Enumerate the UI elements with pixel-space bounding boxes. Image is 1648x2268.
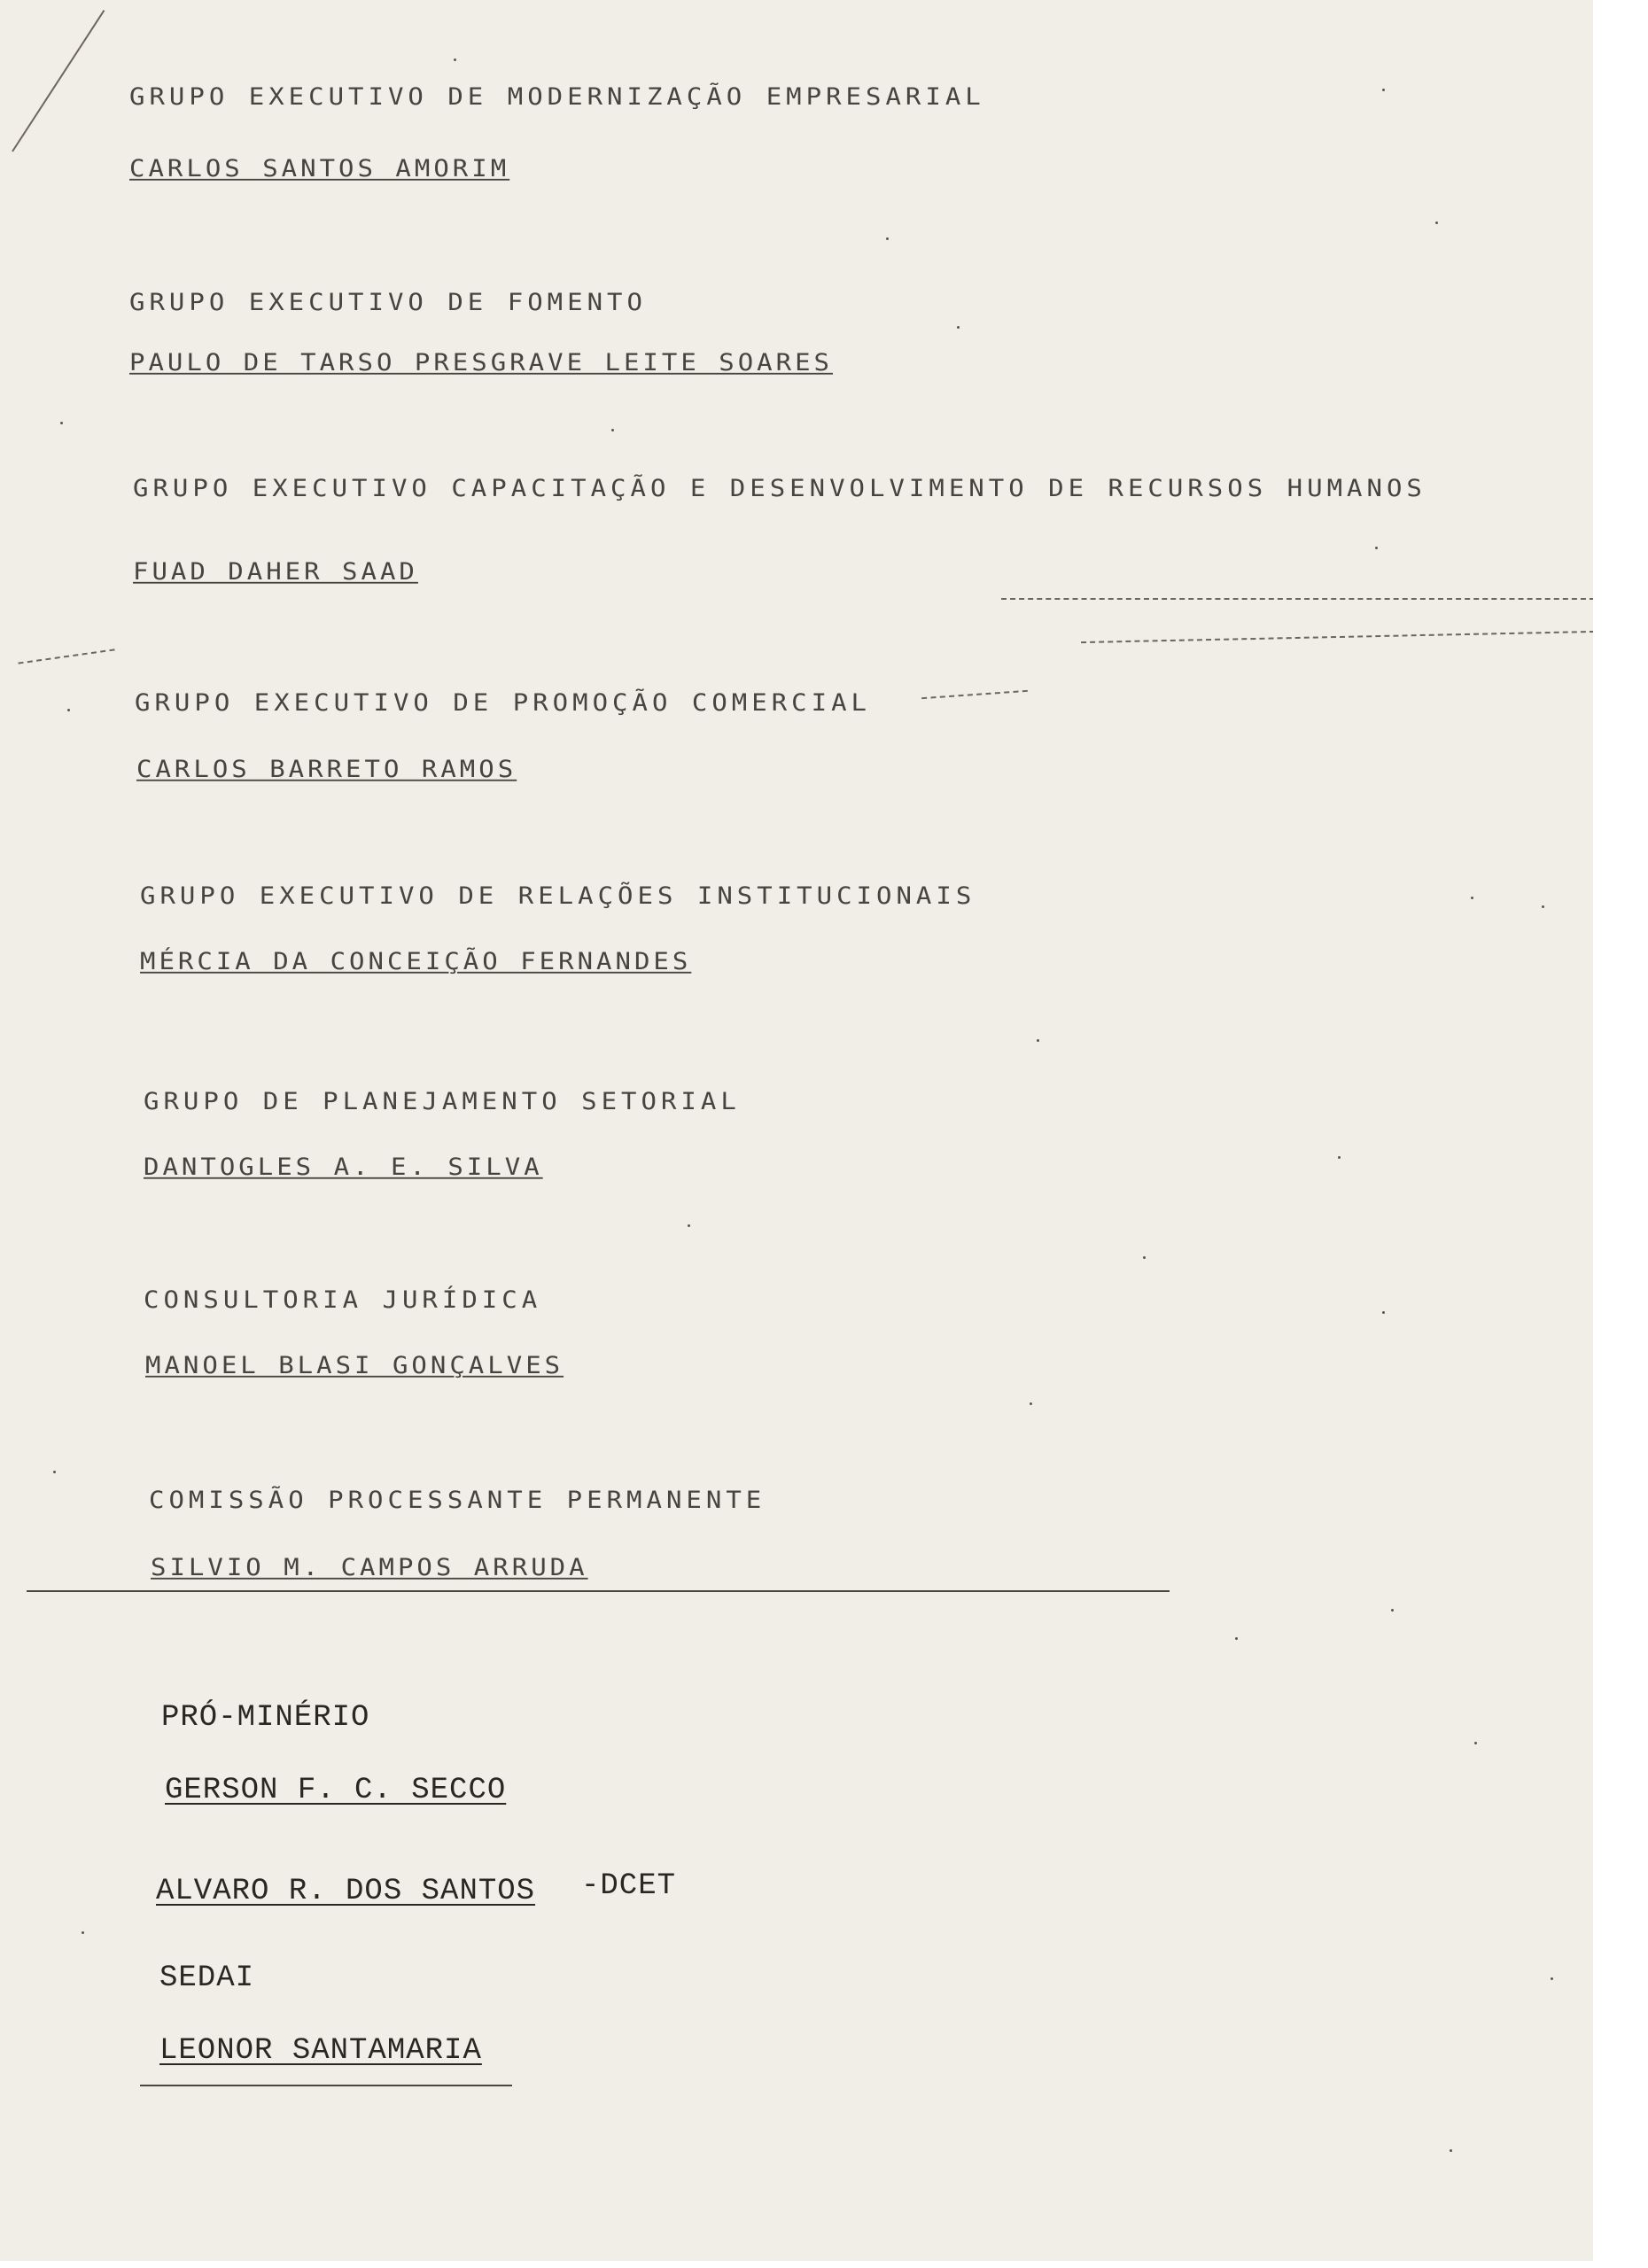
horizontal-rule [27, 1590, 1170, 1592]
underline-rule [140, 2085, 512, 2086]
scan-speck [1391, 1609, 1394, 1612]
scan-speck [957, 326, 960, 329]
department-code: -DCET [581, 1869, 677, 1903]
scan-speck [688, 1224, 690, 1227]
scan-speck [1143, 1256, 1146, 1259]
group-title: GRUPO EXECUTIVO DE PROMOÇÃO COMERCIAL [135, 688, 872, 717]
scan-speck [1450, 2149, 1452, 2152]
scan-speck [1375, 547, 1378, 549]
scan-speck [1542, 905, 1544, 908]
member-name: PAULO DE TARSO PRESGRAVE LEITE SOARES [129, 348, 834, 377]
member-name: SILVIO M. CAMPOS ARRUDA [151, 1553, 588, 1581]
scan-speck [1471, 897, 1473, 899]
scan-speck [454, 58, 456, 61]
dashed-rule [1081, 631, 1593, 643]
scan-speck [1030, 1402, 1032, 1405]
scan-speck [53, 1471, 56, 1473]
scan-speck [611, 429, 614, 431]
dashed-rule [18, 649, 114, 664]
scan-speck [1338, 1156, 1341, 1159]
group-title: GRUPO EXECUTIVO CAPACITAÇÃO E DESENVOLVIMENTO DE RECURSOS HUMANOS [133, 474, 1426, 502]
member-name: CARLOS BARRETO RAMOS [136, 755, 517, 783]
scan-speck [1551, 1977, 1553, 1980]
group-title: CONSULTORIA JURÍDICA [144, 1285, 542, 1314]
member-name: CARLOS SANTOS AMORIM [129, 154, 510, 183]
member-name: MANOEL BLASI GONÇALVES [145, 1351, 564, 1379]
scan-speck [60, 422, 63, 424]
member-name: MÉRCIA DA CONCEIÇÃO FERNANDES [140, 947, 692, 975]
section-title-sedai: SEDAI [159, 1961, 255, 1995]
group-title: GRUPO EXECUTIVO DE MODERNIZAÇÃO EMPRESARIAL [129, 82, 985, 111]
member-name: LEONOR SANTAMARIA [159, 2034, 482, 2068]
scan-speck [1382, 1311, 1385, 1314]
scan-speck [82, 1931, 84, 1934]
section-title-pro-minerio: PRÓ-MINÉRIO [161, 1701, 370, 1735]
scan-speck [886, 237, 889, 240]
scan-speck [1382, 89, 1385, 91]
group-title: GRUPO EXECUTIVO DE RELAÇÕES INSTITUCIONAIS [140, 882, 976, 910]
dashed-rule [1001, 598, 1593, 600]
scan-scratch [12, 10, 105, 151]
scan-speck [1474, 1742, 1477, 1744]
scan-speck [1235, 1637, 1238, 1640]
member-name: DANTOGLES A. E. SILVA [144, 1153, 543, 1181]
member-name: FUAD DAHER SAAD [133, 557, 418, 586]
group-title: GRUPO EXECUTIVO DE FOMENTO [129, 288, 647, 316]
group-title: COMISSÃO PROCESSANTE PERMANENTE [149, 1486, 766, 1514]
scan-speck [1037, 1039, 1039, 1042]
member-name: GERSON F. C. SECCO [165, 1774, 507, 1807]
scan-speck [1435, 221, 1438, 224]
group-title: GRUPO DE PLANEJAMENTO SETORIAL [144, 1087, 741, 1115]
dashed-rule [921, 690, 1028, 699]
scan-speck [67, 709, 70, 711]
member-name: ALVARO R. DOS SANTOS [156, 1875, 536, 1908]
